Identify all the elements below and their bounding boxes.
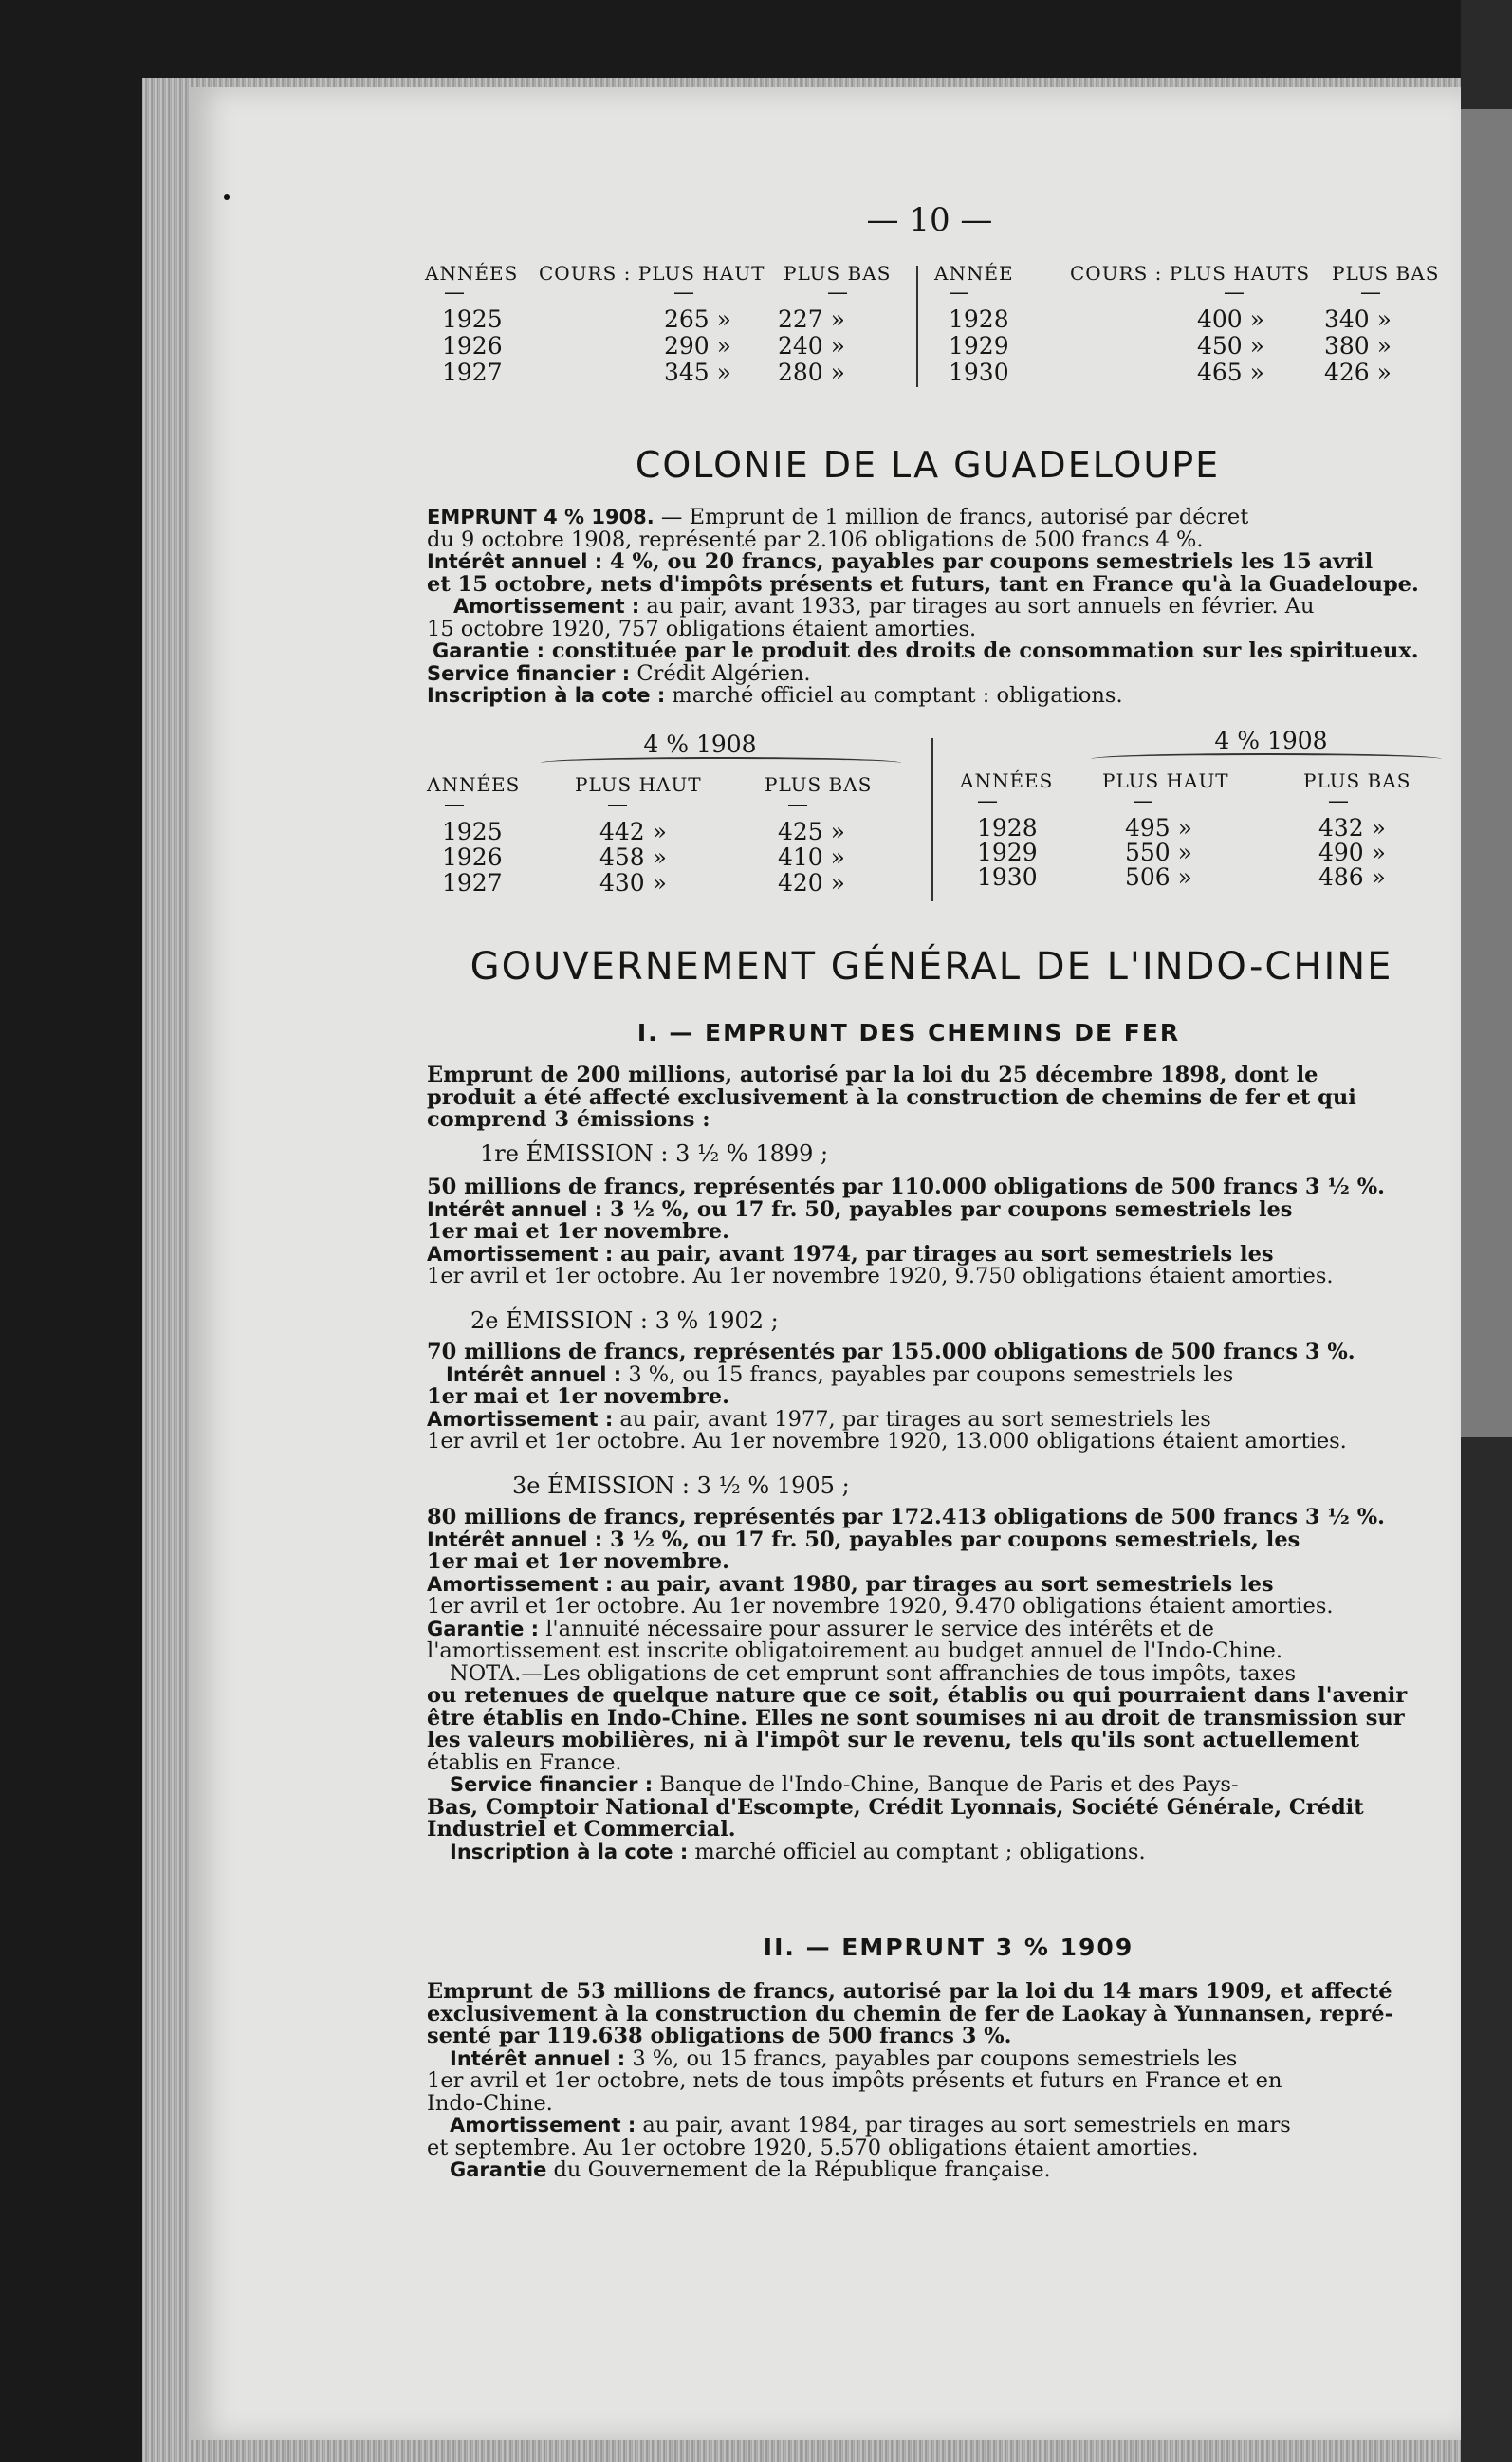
text-line: [427, 1176, 1442, 1199]
col-header-years: ANNÉES: [427, 773, 521, 796]
line-text: — Emprunt de 1 million de francs, autorisé par décret: [654, 505, 1249, 529]
text-line: [427, 2115, 1442, 2138]
text-line: [427, 1660, 1442, 1686]
cell-high: 442 »: [599, 818, 667, 845]
line-text: les valeurs mobilières, ni à l'impôt sur le revenu, tels qu'ils sont actuellement: [427, 1728, 1360, 1752]
text-line: [427, 1640, 1442, 1663]
line-text: au pair, avant 1984, par tirages au sort semestriels en mars: [636, 2113, 1291, 2138]
cell-high: 265 »: [664, 305, 731, 333]
section-title-guadeloupe: COLONIE DE LA GUADELOUPE: [635, 444, 1221, 486]
emprunt-1909-body: [427, 1981, 1442, 2182]
line-label: NOTA.: [450, 1660, 522, 1686]
cell-year: 1929: [977, 839, 1038, 866]
text-line: [427, 1361, 1442, 1387]
line-text: au pair, avant 1980, par tirages au sort semestriels les: [613, 1571, 1274, 1597]
line-text: 3 ½ %, ou 17 fr. 50, payables par coupons semestriels les: [602, 1196, 1293, 1222]
line-text: et 15 octobre, nets d'impôts présents et futurs, tant en France qu'à la Guadeloupe.: [427, 571, 1419, 597]
cell-year: 1925: [442, 305, 503, 333]
line-text: constituée par le produit des droits de consommation sur les spiritueux.: [544, 639, 1419, 663]
caption-brace: [541, 757, 901, 768]
col-header-low: PLUS BAS: [1303, 769, 1411, 792]
text-line: [427, 1571, 1442, 1597]
line-label: Amortissement :: [427, 1407, 614, 1431]
emission-1-title: 1re ÉMISSION : 3 ½ % 1899 ;: [480, 1140, 829, 1167]
subsection-title-1909: II. — EMPRUNT 3 % 1909: [763, 1934, 1134, 1961]
line-label: Service financier :: [427, 661, 631, 685]
cell-low: 340 »: [1324, 305, 1392, 333]
header-rule: —: [444, 793, 465, 817]
line-text: Indo-Chine.: [427, 2090, 553, 2116]
text-line: [427, 1196, 1442, 1222]
table-divider: [916, 266, 918, 387]
emission-2-title: 2e ÉMISSION : 3 % 1902 ;: [470, 1307, 779, 1334]
cell-high: 465 »: [1197, 359, 1264, 386]
line-text: 3 %, ou 15 francs, payables par coupons semestriels les: [621, 1361, 1234, 1387]
line-text: 1er avril et 1er octobre. Au 1er novembre 1920, 9.750 obligations étaient amorties.: [427, 1264, 1334, 1288]
cell-low: 410 »: [778, 843, 845, 871]
text-line: [427, 1616, 1442, 1641]
line-text: au pair, avant 1933, par tirages au sort annuels en février. Au: [639, 594, 1315, 619]
line-label: Service financier :: [450, 1773, 654, 1796]
col-header-high: PLUS HAUT: [575, 773, 702, 796]
line-text: 50 millions de francs, représentés par 110.000 obligations de 500 francs 3 ½ %.: [427, 1175, 1385, 1199]
text-line: [427, 660, 1442, 686]
header-rule: —: [1133, 789, 1153, 813]
cell-high: 290 »: [664, 332, 731, 360]
line-text: 80 millions de francs, représentés par 172.413 obligations de 500 francs 3 ½ %.: [427, 1505, 1385, 1529]
cell-high: 400 »: [1197, 305, 1264, 333]
line-text: 1er mai et 1er novembre.: [427, 1384, 729, 1409]
line-label: Amortissement :: [453, 595, 640, 618]
cell-high: 450 »: [1197, 332, 1264, 360]
text-line: [427, 1342, 1442, 1364]
margin-mark: [224, 194, 230, 200]
text-line: [427, 1981, 1442, 2004]
cell-low: 420 »: [778, 869, 845, 897]
line-text: Banque de l'Indo-Chine, Banque de Paris et des Pays-: [653, 1772, 1239, 1797]
text-line: [427, 640, 1442, 663]
cell-year: 1927: [442, 869, 503, 897]
line-text: être établis en Indo-Chine. Elles ne sont soumises ni au droit de transmission sur: [427, 1705, 1405, 1731]
cell-low: 486 »: [1318, 863, 1386, 891]
line-label: Amortissement :: [427, 1242, 614, 1266]
text-line: [427, 1705, 1442, 1731]
emission-3-body: [427, 1507, 1442, 1863]
col-header-high: COURS : PLUS HAUTS: [1070, 262, 1311, 285]
line-label: Amortissement :: [427, 1572, 614, 1596]
cell-year: 1927: [442, 359, 503, 386]
cell-low: 280 »: [778, 359, 845, 386]
page-number: — 10 —: [866, 201, 993, 239]
line-text: 1er avril et 1er octobre, nets de tous impôts présents et futurs en France et en: [427, 2068, 1282, 2093]
text-line: [427, 1685, 1442, 1708]
caption-brace: [1091, 753, 1442, 765]
cell-high: 458 »: [599, 843, 667, 871]
line-label: Inscription à la cote :: [450, 1840, 689, 1863]
line-text: et septembre. Au 1er octobre 1920, 5.570 obligations étaient amorties.: [427, 2135, 1199, 2160]
text-line: [427, 2159, 1442, 2182]
line-label: Inscription à la cote :: [427, 684, 666, 707]
line-label: Intérêt annuel :: [446, 1362, 622, 1386]
text-line: [427, 1529, 1442, 1552]
guadeloupe-body: [427, 507, 1442, 708]
cell-high: 506 »: [1125, 863, 1192, 891]
col-header-low: PLUS BAS: [784, 262, 892, 285]
line-text: au pair, avant 1977, par tirages au sort semestriels les: [613, 1406, 1211, 1432]
text-line: [427, 2070, 1442, 2093]
col-header-low: PLUS BAS: [765, 773, 873, 796]
line-label: Intérêt annuel :: [427, 550, 603, 573]
subsection-title-railways: I. — EMPRUNT DES CHEMINS DE FER: [636, 1019, 1181, 1046]
cell-year: 1930: [977, 863, 1038, 891]
line-text: 70 millions de francs, représentés par 155.000 obligations de 500 francs 3 %.: [427, 1340, 1355, 1364]
cell-year: 1925: [442, 818, 503, 845]
header-rule: —: [607, 793, 628, 817]
line-text: du 9 octobre 1908, représenté par 2.106 obligations de 500 francs 4 %.: [427, 527, 1204, 552]
col-header-high: COURS : PLUS HAUT: [539, 262, 765, 285]
text-line: [427, 2090, 1442, 2116]
header-rule: —: [977, 789, 998, 813]
cell-year: 1929: [949, 332, 1009, 360]
line-text: du Gouvernement de la République française.: [546, 2157, 1051, 2182]
cell-low: 240 »: [778, 332, 845, 360]
text-line: produit a été affecté exclusivement à la construction de chemins de fer et qui: [427, 1084, 1356, 1110]
line-text: exclusivement à la construction du chemin de fer de Laokay à Yunnansen, repré-: [427, 2001, 1393, 2027]
line-text: 1er mai et 1er novembre.: [427, 1219, 729, 1244]
col-header-low: PLUS BAS: [1332, 262, 1440, 285]
cell-year: 1928: [977, 814, 1038, 842]
header-rule: —: [827, 281, 848, 305]
section-title-indochine: GOUVERNEMENT GÉNÉRAL DE L'INDO-CHINE: [470, 945, 1393, 989]
line-text: senté par 119.638 obligations de 500 francs 3 %.: [427, 2024, 1012, 2048]
cell-low: 490 »: [1318, 839, 1386, 866]
text-line: [427, 507, 1442, 529]
text-line: [427, 529, 1442, 552]
text-line: [427, 1507, 1442, 1529]
cell-high: 345 »: [664, 359, 731, 386]
line-text: marché officiel au comptant ; obligations.: [688, 1839, 1146, 1864]
cell-high: 495 »: [1125, 814, 1192, 842]
line-text: ou retenues de quelque nature que ce soit, établis ou qui pourraient dans l'avenir: [427, 1683, 1408, 1708]
col-header-high: PLUS HAUT: [1102, 769, 1229, 792]
text-line: [427, 1749, 1442, 1775]
cell-low: 227 »: [778, 305, 845, 333]
text-line: [427, 551, 1442, 574]
text-line: [427, 1406, 1442, 1432]
line-text: Emprunt de 53 millions de francs, autorisé par la loi du 14 mars 1909, et affecté: [427, 1979, 1392, 2004]
text-line: [427, 1386, 1442, 1409]
line-text: Industriel et Commercial.: [427, 1817, 736, 1842]
line-label: Garantie :: [433, 639, 545, 662]
line-text: 3 %, ou 15 francs, payables par coupons semestriels les: [625, 2045, 1238, 2071]
line-text: 4 %, ou 20 francs, payables par coupons semestriels les 15 avril: [602, 549, 1374, 574]
text-line: [427, 2045, 1442, 2071]
text-line: [427, 616, 1442, 641]
line-text: l'annuité nécessaire pour assurer le service des intérêts et de: [539, 1616, 1214, 1641]
cell-year: 1926: [442, 332, 503, 360]
emission-3-title: 3e ÉMISSION : 3 ½ % 1905 ;: [512, 1472, 850, 1499]
line-text: 3 ½ %, ou 17 fr. 50, payables par coupons semestriels, les: [602, 1527, 1300, 1552]
header-rule: —: [444, 281, 465, 305]
cell-year: 1928: [949, 305, 1009, 333]
line-text: l'amortissement est inscrite obligatoirement au budget annuel de l'Indo-Chine.: [427, 1638, 1282, 1663]
text-line: [427, 596, 1442, 619]
text-line: [427, 1551, 1442, 1574]
line-text: marché officiel au comptant : obligations.: [665, 683, 1123, 708]
table-caption: 4 % 1908: [1214, 727, 1328, 754]
cell-high: 550 »: [1125, 839, 1192, 866]
text-line: [427, 1774, 1442, 1797]
line-text: 15 octobre 1920, 757 obligations étaient amorties.: [427, 616, 977, 641]
line-text: Bas, Comptoir National d'Escompte, Crédit Lyonnais, Société Générale, Crédit: [427, 1794, 1364, 1820]
text-line: Emprunt de 200 millions, autorisé par la loi du 25 décembre 1898, dont le: [427, 1063, 1318, 1087]
col-header-years: ANNÉES: [960, 769, 1054, 792]
facing-page-edge: [1461, 109, 1512, 1437]
col-header-year: ANNÉE: [934, 262, 1014, 285]
cell-high: 430 »: [599, 869, 667, 897]
cell-year: 1930: [949, 359, 1009, 386]
line-text: 1er avril et 1er octobre. Au 1er novembre 1920, 13.000 obligations étaient amorties.: [427, 1429, 1347, 1453]
line-label: Garantie :: [427, 1617, 540, 1640]
header-rule: —: [1224, 281, 1245, 305]
header-rule: —: [1360, 281, 1381, 305]
line-label: Intérêt annuel :: [450, 2046, 626, 2070]
cell-year: 1926: [442, 843, 503, 871]
text-line: comprend 3 émissions :: [427, 1107, 710, 1132]
line-text: au pair, avant 1974, par tirages au sort semestriels les: [613, 1241, 1274, 1267]
text-line: [427, 1431, 1442, 1453]
text-line: [427, 1241, 1442, 1267]
emission-1-body: [427, 1176, 1442, 1288]
table-divider: [931, 738, 933, 901]
text-line: [427, 2001, 1442, 2027]
line-label: EMPRUNT 4 % 1908.: [427, 506, 655, 528]
line-label: Amortissement :: [450, 2114, 636, 2137]
text-line: [427, 2026, 1442, 2048]
header-rule: —: [787, 793, 808, 817]
indochine-intro: [427, 1064, 1442, 1132]
cell-low: 432 »: [1318, 814, 1386, 842]
line-text: établis en France.: [427, 1749, 622, 1775]
text-line: [427, 1596, 1442, 1619]
line-label: Intérêt annuel :: [427, 1527, 603, 1551]
text-line: [427, 1730, 1442, 1752]
line-text: Crédit Algérien.: [630, 660, 811, 686]
line-label: Garantie: [450, 2158, 547, 2181]
text-line: [427, 1266, 1442, 1288]
header-rule: —: [673, 281, 694, 305]
header-rule: —: [949, 281, 969, 305]
text-line: [427, 685, 1442, 708]
text-line: [427, 1819, 1442, 1842]
line-text: 1er mai et 1er novembre.: [427, 1549, 729, 1574]
line-label: Intérêt annuel :: [427, 1197, 603, 1221]
cell-low: 426 »: [1324, 359, 1392, 386]
cell-low: 380 »: [1324, 332, 1392, 360]
line-text: 1er avril et 1er octobre. Au 1er novembre 1920, 9.470 obligations étaient amorties.: [427, 1594, 1334, 1619]
table-caption: 4 % 1908: [643, 731, 757, 758]
text-line: [427, 571, 1442, 597]
text-line: [427, 1221, 1442, 1244]
col-header-years: ANNÉES: [425, 262, 519, 285]
text-line: [427, 1839, 1442, 1864]
line-text: —Les obligations de cet emprunt sont affranchies de tous impôts, taxes: [521, 1660, 1297, 1686]
emission-2-body: [427, 1342, 1442, 1453]
text-line: [427, 2135, 1442, 2160]
cell-low: 425 »: [778, 818, 845, 845]
text-line: [427, 1794, 1442, 1820]
header-rule: —: [1328, 789, 1349, 813]
